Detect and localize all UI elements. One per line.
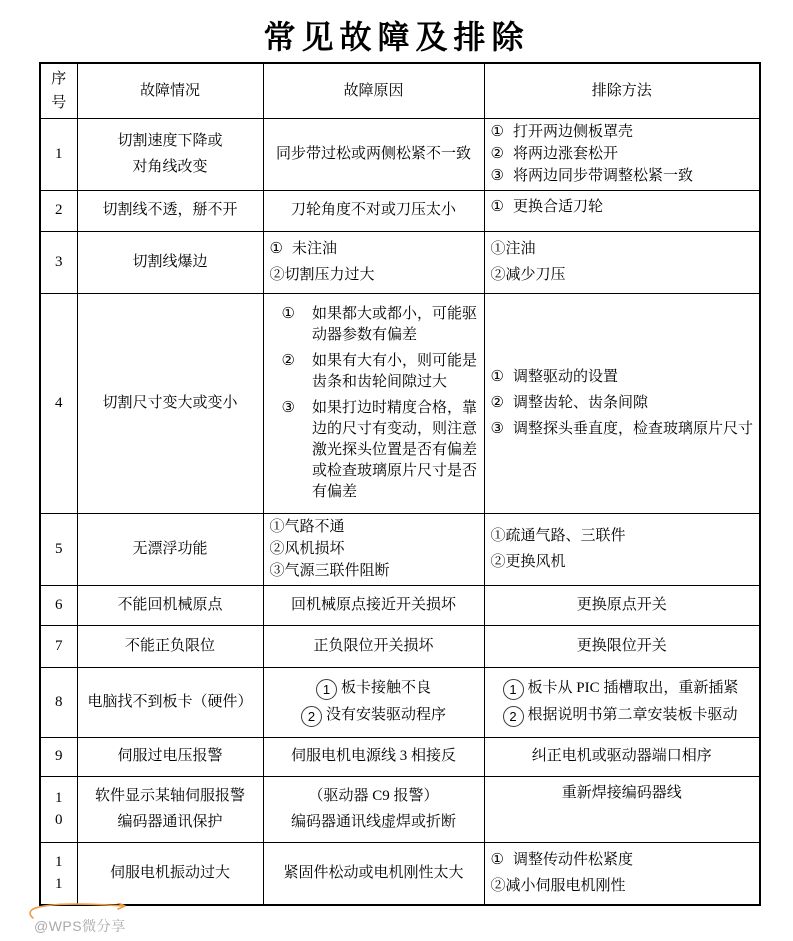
circled-number-icon: 2 <box>503 706 524 727</box>
numbered-item <box>270 304 478 346</box>
item-text: 板卡从 PIC 插槽取出，重新插紧 <box>527 679 739 696</box>
cell-fault-cause <box>263 776 484 842</box>
cell-row-number <box>40 231 77 293</box>
cell-fix-method <box>484 293 760 513</box>
table-row <box>40 625 760 667</box>
cell-row-number <box>40 118 77 190</box>
numbered-item <box>491 144 754 165</box>
cell-fix-method <box>484 842 760 905</box>
cell-line: 更换限位开关 <box>576 637 667 654</box>
cell-line: ②风机损坏 <box>269 540 345 557</box>
item-text: 调整探头垂直度，检查玻璃原片尺寸 <box>512 420 753 437</box>
row-number-line: 6 <box>55 596 63 613</box>
watermark-text: @WPS微分享 <box>34 918 126 934</box>
cell-line: 重新焊接编码器线 <box>561 784 682 801</box>
circled-number-icon: ③ <box>490 167 504 184</box>
cell-fix-method <box>484 118 760 190</box>
item-text: 打开两边侧板罩壳 <box>512 123 633 140</box>
cell-line: 切割线爆边 <box>132 253 208 270</box>
numbered-item <box>491 393 754 414</box>
circled-number-icon: ① <box>490 368 504 385</box>
numbered-item <box>270 678 478 700</box>
cell-line: 切割尺寸变大或变小 <box>102 394 238 411</box>
cell-row-number <box>40 190 77 231</box>
table-row <box>40 513 760 585</box>
cell-line: ①注油 <box>490 240 536 257</box>
numbered-item <box>491 850 754 871</box>
cell-line: 对角线改变 <box>132 158 208 175</box>
table-row <box>40 293 760 513</box>
numbered-item <box>491 419 754 440</box>
cell-line: ①气路不通 <box>269 518 345 535</box>
circled-number-icon: ② <box>490 145 504 162</box>
numbered-item <box>270 398 478 503</box>
header-cell: 故障原因 <box>263 63 484 118</box>
row-number-line: 8 <box>55 693 63 710</box>
cell-line: 编码器通讯保护 <box>117 813 223 830</box>
table-row <box>40 231 760 293</box>
numbered-item <box>270 239 478 260</box>
item-text: 调整齿轮、齿条间隙 <box>512 394 648 411</box>
cell-fix-method <box>484 231 760 293</box>
cell-line: ②减少刀压 <box>490 266 566 283</box>
circled-number-icon: ① <box>269 240 283 257</box>
cell-fix-method <box>484 776 760 842</box>
item-text: 将两边涨套松开 <box>512 145 618 162</box>
numbered-item <box>491 678 754 700</box>
item-text: 没有安装驱动程序 <box>325 706 446 723</box>
table-row <box>40 737 760 776</box>
cell-fault-cause <box>263 585 484 625</box>
cell-line: ②减小伺服电机刚性 <box>490 877 626 894</box>
cell-fault-situation <box>77 667 263 737</box>
cell-fault-cause <box>263 842 484 905</box>
cell-row-number <box>40 293 77 513</box>
cell-line: ③气源三联件阻断 <box>269 562 390 579</box>
item-text: 更换合适刀轮 <box>512 198 603 215</box>
cell-fault-situation <box>77 293 263 513</box>
circled-number-icon: ② <box>281 352 295 369</box>
table-row <box>40 118 760 190</box>
row-number-line: 1 <box>55 875 63 892</box>
row-number-line: 1 <box>55 853 63 870</box>
circled-number-icon: ① <box>281 305 295 322</box>
cell-line: 更换原点开关 <box>576 596 667 613</box>
row-number-line: 5 <box>55 540 63 557</box>
cell-line: 伺服过电压报警 <box>117 748 223 764</box>
circled-number-icon: 1 <box>503 679 524 700</box>
cell-fault-situation <box>77 776 263 842</box>
cell-fault-cause <box>263 625 484 667</box>
table-header-row <box>40 63 760 118</box>
item-text: 如果打边时精度合格，靠边的尺寸有变动，则注意激光探头位置是否有偏差或检查玻璃原片尺寸是否有偏差 <box>311 399 477 500</box>
numbered-item <box>491 166 754 187</box>
cell-line: 不能回机械原点 <box>117 596 223 613</box>
cell-line: ②更换风机 <box>490 553 566 570</box>
cell-fault-situation <box>77 231 263 293</box>
row-number-line: 2 <box>55 202 63 218</box>
item-text: 调整传动件松紧度 <box>512 851 633 868</box>
cell-fault-cause <box>263 231 484 293</box>
cell-row-number <box>40 842 77 905</box>
table-row <box>40 667 760 737</box>
item-text: 将两边同步带调整松紧一致 <box>512 167 693 184</box>
numbered-item <box>491 122 754 143</box>
cell-line: 刀轮角度不对或刀压太小 <box>290 202 456 218</box>
cell-row-number <box>40 513 77 585</box>
header-cell: 序号 <box>40 63 77 118</box>
cell-fix-method <box>484 737 760 776</box>
circled-number-icon: ② <box>490 394 504 411</box>
cell-fault-cause <box>263 513 484 585</box>
cell-fault-situation <box>77 118 263 190</box>
row-number-line: 7 <box>55 637 63 654</box>
cell-fault-situation <box>77 585 263 625</box>
cell-fix-method <box>484 625 760 667</box>
numbered-item <box>270 705 478 727</box>
cell-fault-situation <box>77 625 263 667</box>
cell-line: ②切割压力过大 <box>269 266 375 283</box>
cell-fault-cause <box>263 667 484 737</box>
cell-line: 紧固件松动或电机刚性太大 <box>283 864 464 881</box>
cell-line: 无漂浮功能 <box>132 540 208 557</box>
cell-line: 伺服电机振动过大 <box>109 864 230 881</box>
item-text: 根据说明书第二章安装板卡驱动 <box>527 706 738 723</box>
row-number-line: 1 <box>55 145 63 162</box>
circled-number-icon: ③ <box>281 399 295 416</box>
cell-line: 电脑找不到板卡（硬件） <box>87 693 253 710</box>
cell-fault-situation <box>77 190 263 231</box>
item-text: 如果有大有小，则可能是齿条和齿轮间隙过大 <box>311 352 477 390</box>
cell-fault-situation <box>77 842 263 905</box>
circled-number-icon: 1 <box>316 679 337 700</box>
circled-number-icon: ① <box>490 851 504 868</box>
cell-fault-cause <box>263 293 484 513</box>
cell-line: 切割速度下降或 <box>117 132 223 149</box>
cell-row-number <box>40 776 77 842</box>
cell-row-number <box>40 737 77 776</box>
cell-fault-cause <box>263 190 484 231</box>
cell-fault-cause <box>263 118 484 190</box>
numbered-item <box>491 197 754 218</box>
row-number-line: 9 <box>55 748 63 764</box>
cell-line: 同步带过松或两侧松紧不一致 <box>275 145 471 162</box>
fault-table <box>39 62 761 906</box>
numbered-item <box>491 367 754 388</box>
header-cell: 故障情况 <box>77 63 263 118</box>
cell-fault-cause <box>263 737 484 776</box>
cell-line: 不能正负限位 <box>124 637 215 654</box>
cell-fix-method <box>484 513 760 585</box>
watermark <box>26 903 166 937</box>
circled-number-icon: 2 <box>301 706 322 727</box>
cell-fault-situation <box>77 513 263 585</box>
cell-line: 伺服电机电源线 3 相接反 <box>290 748 456 764</box>
row-number-line: 3 <box>55 253 63 270</box>
table-row <box>40 585 760 625</box>
cell-line: 回机械原点接近开关损坏 <box>290 596 456 613</box>
cell-fix-method <box>484 667 760 737</box>
table-row <box>40 776 760 842</box>
cell-fault-situation <box>77 737 263 776</box>
circled-number-icon: ③ <box>490 420 504 437</box>
row-number-line: 1 <box>55 789 63 806</box>
cell-fix-method <box>484 190 760 231</box>
cell-line: 纠正电机或驱动器端口相序 <box>531 748 712 764</box>
row-number-line: 4 <box>55 394 63 411</box>
cell-row-number <box>40 625 77 667</box>
page-title: 常见故障及排除 <box>263 19 530 55</box>
circled-number-icon: ① <box>490 123 504 140</box>
cell-line: 正负限位开关损坏 <box>313 637 434 654</box>
item-text: 未注油 <box>291 240 337 257</box>
numbered-item <box>270 351 478 393</box>
header-cell: 排除方法 <box>484 63 760 118</box>
cell-fix-method <box>484 585 760 625</box>
circled-number-icon: ① <box>490 198 504 215</box>
cell-line: 切割线不透，掰不开 <box>102 202 238 218</box>
cell-row-number <box>40 585 77 625</box>
item-text: 如果都大或都小，可能驱动器参数有偏差 <box>311 305 477 343</box>
table-row <box>40 842 760 905</box>
table-header <box>40 63 760 118</box>
cell-row-number <box>40 667 77 737</box>
table-row <box>40 190 760 231</box>
cell-line: 软件显示某轴伺服报警 <box>94 787 245 804</box>
item-text: 调整驱动的设置 <box>512 368 618 385</box>
cell-line: （驱动器 C9 报警） <box>308 787 439 804</box>
row-number-line: 0 <box>55 811 63 828</box>
cell-line: 编码器通讯线虚焊或折断 <box>290 813 456 830</box>
cell-line: ①疏通气路、三联件 <box>490 527 626 544</box>
numbered-item <box>491 705 754 727</box>
item-text: 板卡接触不良 <box>340 679 431 696</box>
